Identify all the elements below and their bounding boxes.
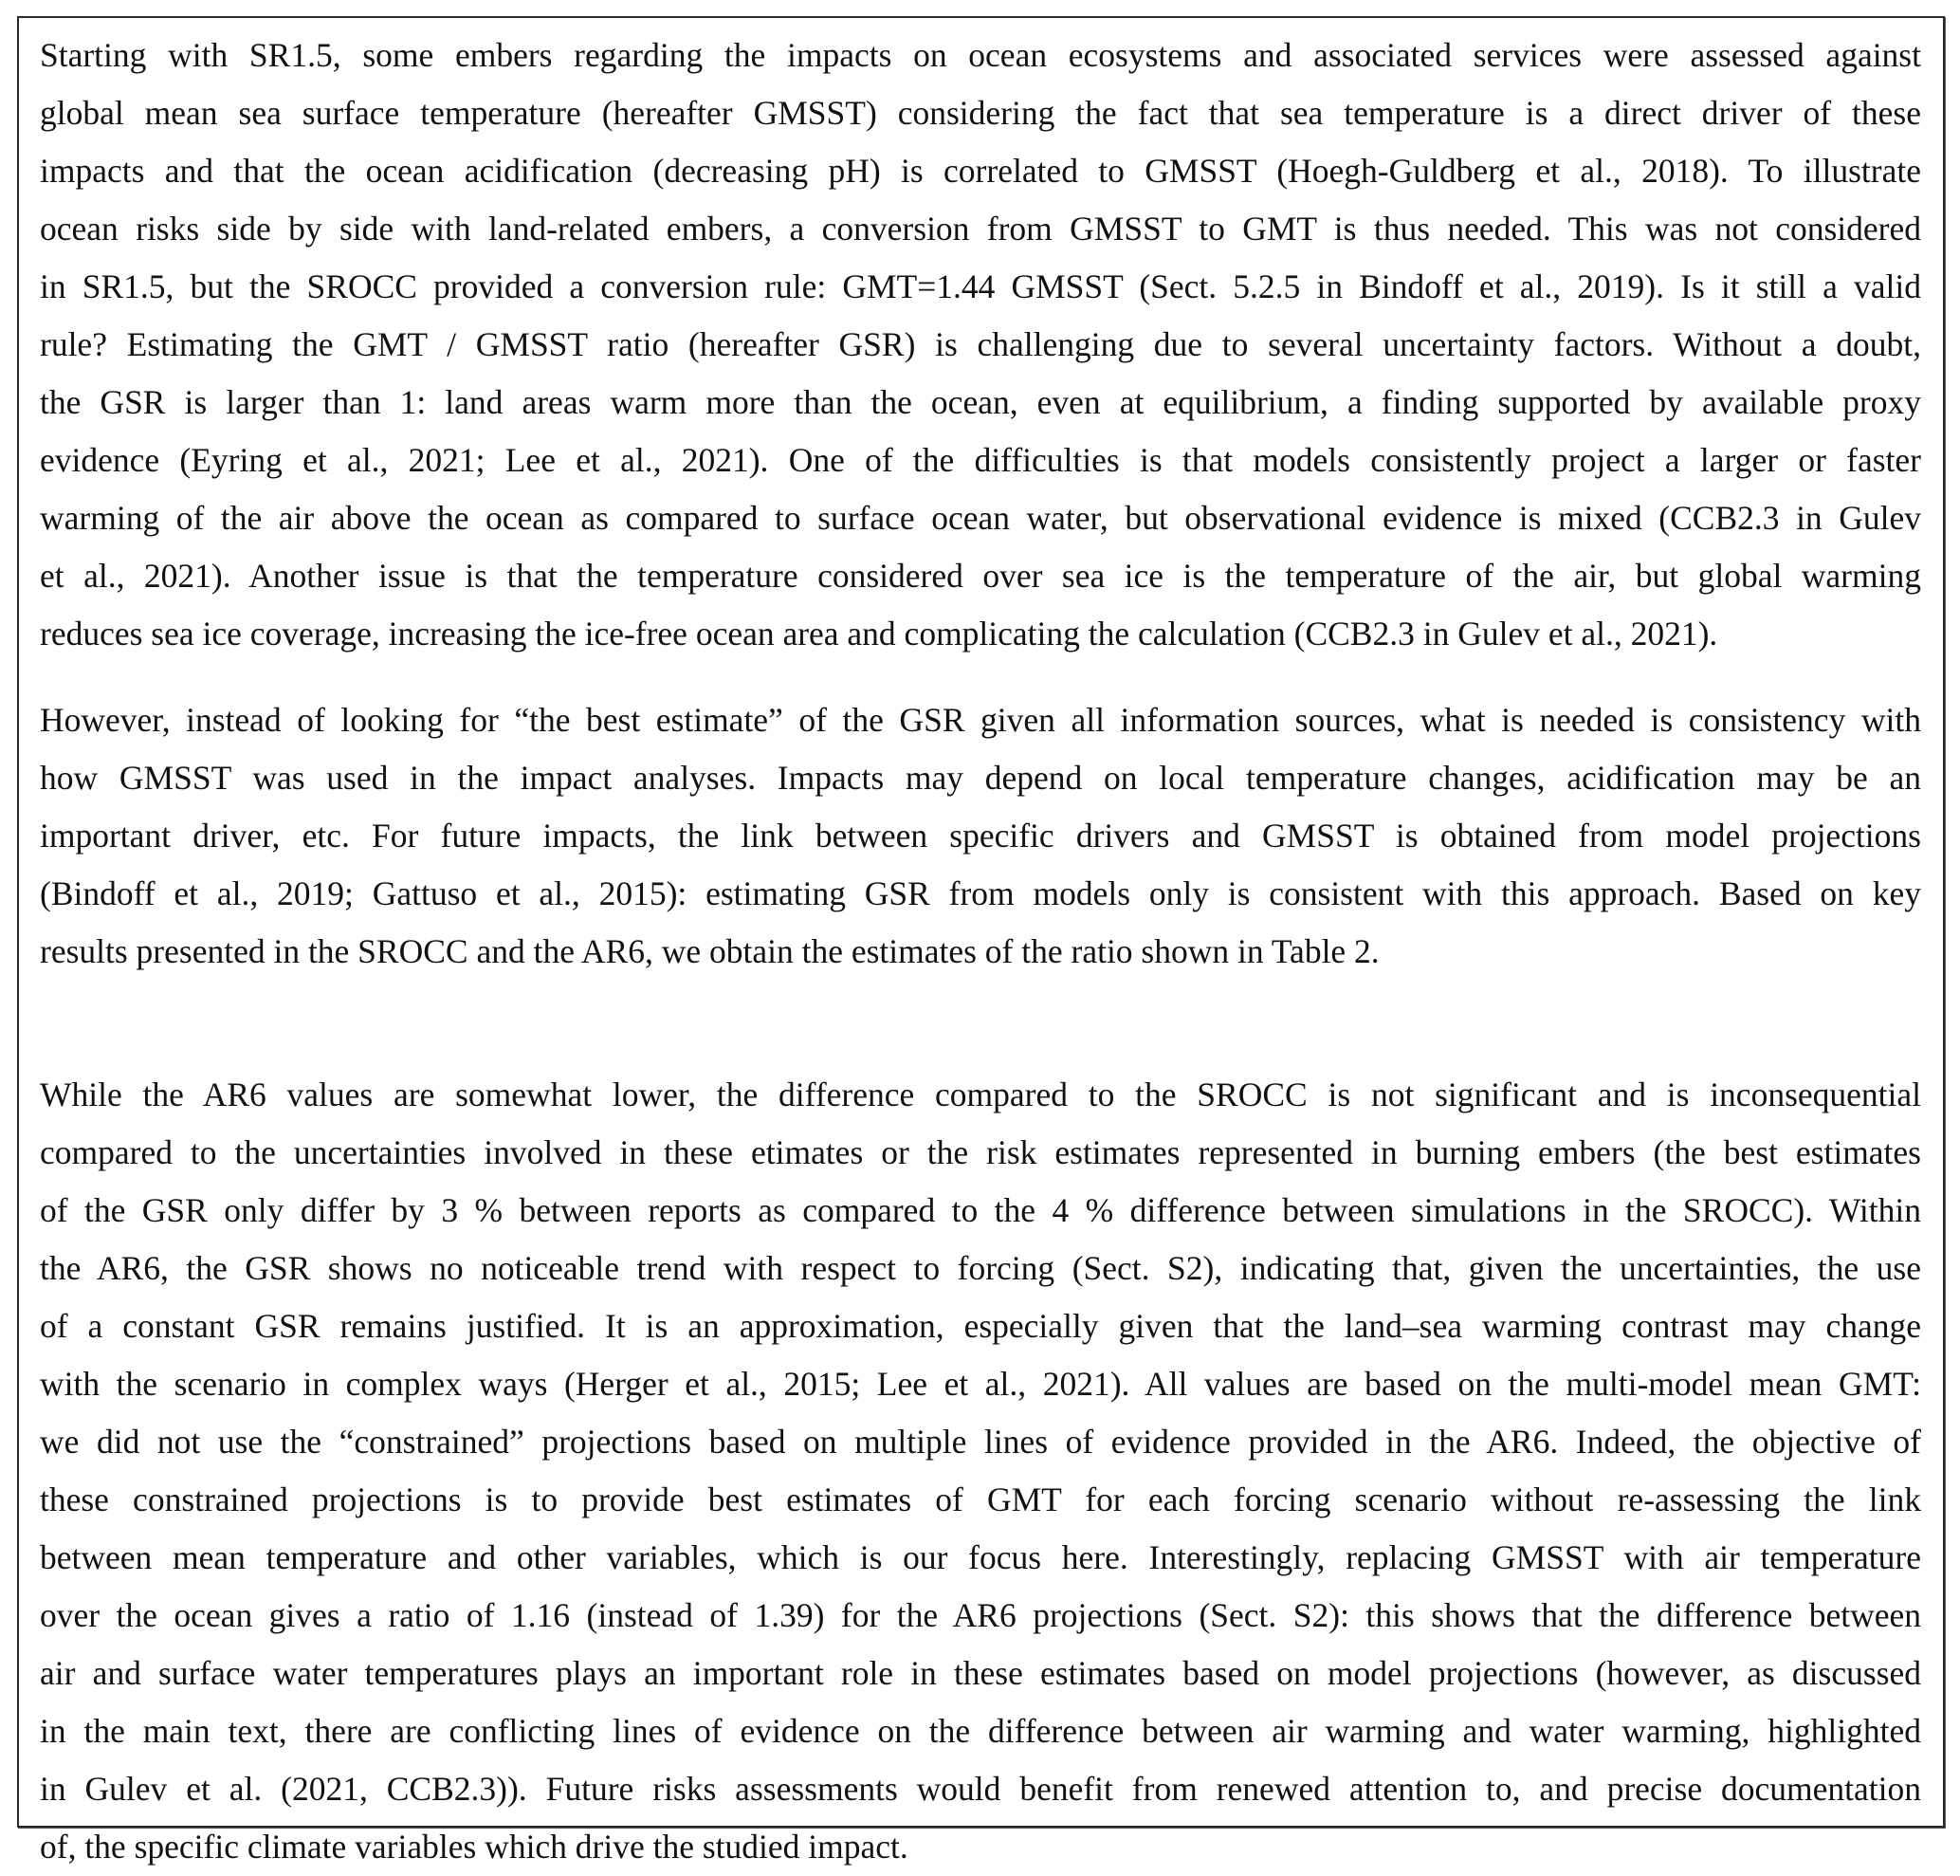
paragraph-gsr-ar6-comparison — [40, 1066, 1921, 1876]
text-line: the GSR is larger than 1: land areas warm more than the ocean, even at equilibrium, a finding supported by available proxy — [40, 383, 1921, 421]
paragraph-gsr-background — [40, 27, 1921, 663]
text-line: compared to the uncertainties involved in these etimates or the risk estimates represented in burning embers (the best estimates — [40, 1133, 1921, 1171]
text-line: warming of the air above the ocean as compared to surface ocean water, but observational evidence is mixed (CCB2.3 in Gulev — [40, 499, 1921, 537]
text-line: reduces sea ice coverage, increasing the ice-free ocean area and complicating the calculation (CCB2.3 in Gulev et al., 2021). — [40, 615, 1718, 653]
text-line: the AR6, the GSR shows no noticeable trend with respect to forcing (Sect. S2), indicating that, given the uncertainties, the use — [40, 1249, 1921, 1287]
text-line: of the GSR only differ by 3 % between reports as compared to the 4 % difference between simulations in the SROCC). Within — [40, 1191, 1921, 1229]
paragraph-gsr-consistency — [40, 691, 1921, 981]
text-line: of, the specific climate variables which drive the studied impact. — [40, 1828, 908, 1866]
text-line: over the ocean gives a ratio of 1.16 (instead of 1.39) for the AR6 projections (Sect. S2): this shows that the difference between — [40, 1596, 1921, 1634]
text-line: global mean sea surface temperature (hereafter GMSST) considering the fact that sea temperature is a direct driver of these — [40, 94, 1921, 132]
text-line: et al., 2021). Another issue is that the temperature considered over sea ice is the temperature of the air, but global warming — [40, 557, 1921, 595]
text-line: impacts and that the ocean acidification (decreasing pH) is correlated to GMSST (Hoegh-Guldberg et al., 2018). To illustrate — [40, 152, 1921, 190]
text-line: rule? Estimating the GMT / GMSST ratio (hereafter GSR) is challenging due to several uncertainty factors. Without a doubt, — [40, 325, 1921, 363]
text-line: in SR1.5, but the SROCC provided a conversion rule: GMT=1.44 GMSST (Sect. 5.2.5 in Bindoff et al., 2019). Is it still a valid — [40, 267, 1921, 305]
text-line: (Bindoff et al., 2019; Gattuso et al., 2015): estimating GSR from models only is consistent with this approach. Based on key — [40, 874, 1921, 912]
text-line: evidence (Eyring et al., 2021; Lee et al., 2021). One of the difficulties is that models consistently project a larger or faster — [40, 441, 1921, 479]
text-line: However, instead of looking for “the best estimate” of the GSR given all information sources, what is needed is consistency with — [40, 701, 1921, 739]
text-line: important driver, etc. For future impacts, the link between specific drivers and GMSST is obtained from model projections — [40, 817, 1921, 855]
text-line: in the main text, there are conflicting lines of evidence on the difference between air warming and water warming, highlighted — [40, 1712, 1921, 1750]
text-line: how GMSST was used in the impact analyses. Impacts may depend on local temperature changes, acidification may be an — [40, 759, 1921, 797]
text-line: air and surface water temperatures plays an important role in these estimates based on model projections (however, as discussed — [40, 1654, 1921, 1692]
text-line: between mean temperature and other variables, which is our focus here. Interestingly, replacing GMSST with air temperature — [40, 1538, 1921, 1576]
text-line: with the scenario in complex ways (Herger et al., 2015; Lee et al., 2021). All values are based on the multi-model mean GMT: — [40, 1365, 1921, 1403]
text-line: in Gulev et al. (2021, CCB2.3)). Future risks assessments would benefit from renewed attention to, and precise documentation — [40, 1770, 1921, 1808]
text-line: results presented in the SROCC and the AR6, we obtain the estimates of the ratio shown in Table 2. — [40, 932, 1380, 970]
text-line: Starting with SR1.5, some embers regarding the impacts on ocean ecosystems and associated services were assessed against — [40, 36, 1921, 74]
text-line: While the AR6 values are somewhat lower, the difference compared to the SROCC is not significant and is inconsequential — [40, 1076, 1921, 1113]
text-line: ocean risks side by side with land-related embers, a conversion from GMSST to GMT is thus needed. This was not considered — [40, 210, 1921, 248]
text-line: we did not use the “constrained” projections based on multiple lines of evidence provided in the AR6. Indeed, the objective of — [40, 1423, 1921, 1461]
text-line: these constrained projections is to provide best estimates of GMT for each forcing scenario without re-assessing the link — [40, 1481, 1921, 1518]
text-line: of a constant GSR remains justified. It is an approximation, especially given that the land–sea warming contrast may change — [40, 1307, 1921, 1345]
